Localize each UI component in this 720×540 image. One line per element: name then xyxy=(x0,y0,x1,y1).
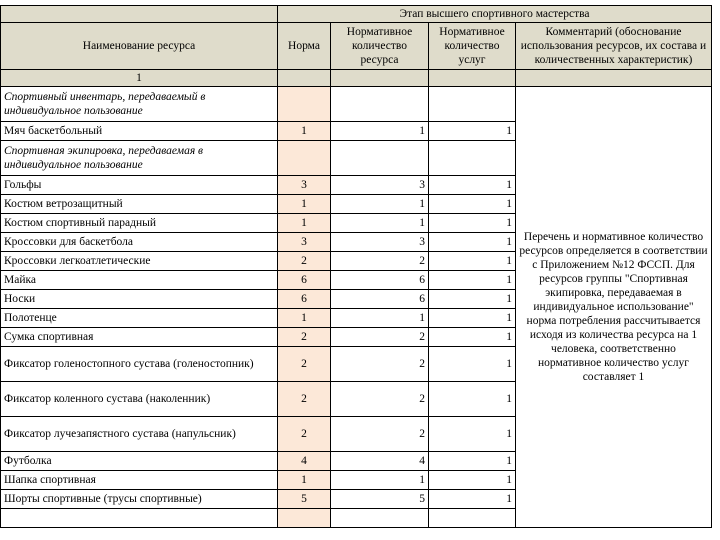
cell-norm[interactable]: 2 xyxy=(278,328,331,347)
cell-norm[interactable]: 6 xyxy=(278,271,331,290)
cell-resource-name[interactable]: Мяч баскетбольный xyxy=(1,122,278,141)
cell-norm[interactable]: 2 xyxy=(278,252,331,271)
cell-services-qty[interactable]: 1 xyxy=(429,490,516,509)
cell-resource-qty[interactable]: 2 xyxy=(331,382,429,417)
cell-norm[interactable]: 2 xyxy=(278,347,331,382)
cell-norm[interactable]: 5 xyxy=(278,490,331,509)
header-stage-group: Этап высшего спортивного мастерства xyxy=(278,6,712,23)
table-row xyxy=(1,87,712,122)
cell-resource-qty[interactable]: 3 xyxy=(331,176,429,195)
cell-norm[interactable]: 1 xyxy=(278,214,331,233)
header-col-comment[interactable]: Комментарий (обоснование использования ресурсов, их состава и количественных характеристик) xyxy=(516,23,712,70)
cell-norm[interactable]: 3 xyxy=(278,233,331,252)
cell-norm[interactable]: 1 xyxy=(278,471,331,490)
cell-resource-name[interactable]: Футболка xyxy=(1,452,278,471)
cell-resource-name[interactable]: Костюм ветрозащитный xyxy=(1,195,278,214)
cell-resource-qty[interactable] xyxy=(331,509,429,528)
cell-resource-qty[interactable]: 1 xyxy=(331,122,429,141)
cell-resource-name[interactable]: Фиксатор лучезапястного сустава (напульсник) xyxy=(1,417,278,452)
header-spacer-cell xyxy=(1,6,278,23)
cell-resource-name[interactable]: Шорты спортивные (трусы спортивные) xyxy=(1,490,278,509)
cell-norm[interactable]: 1 xyxy=(278,309,331,328)
cell-services-qty[interactable] xyxy=(429,509,516,528)
table-body xyxy=(1,6,712,528)
header-row-columns xyxy=(1,23,712,70)
cell-resource-name[interactable]: Костюм спортивный парадный xyxy=(1,214,278,233)
numbering-cell-1[interactable]: 1 xyxy=(1,70,278,87)
header-col-resource-name[interactable]: Наименование ресурса xyxy=(1,23,278,70)
cell-resource-qty[interactable]: 4 xyxy=(331,452,429,471)
cell-services-qty[interactable] xyxy=(429,87,516,122)
numbering-cell-2[interactable] xyxy=(278,70,331,87)
numbering-cell-4[interactable] xyxy=(429,70,516,87)
numbering-cell-5[interactable] xyxy=(516,70,712,87)
cell-services-qty[interactable]: 1 xyxy=(429,252,516,271)
cell-services-qty[interactable]: 1 xyxy=(429,176,516,195)
cell-services-qty[interactable]: 1 xyxy=(429,382,516,417)
cell-resource-qty[interactable]: 5 xyxy=(331,490,429,509)
cell-resource-name[interactable]: Гольфы xyxy=(1,176,278,195)
cell-services-qty[interactable]: 1 xyxy=(429,214,516,233)
cell-services-qty[interactable]: 1 xyxy=(429,195,516,214)
cell-norm[interactable]: 1 xyxy=(278,195,331,214)
cell-norm[interactable]: 1 xyxy=(278,122,331,141)
cell-resource-name[interactable] xyxy=(1,509,278,528)
cell-resource-qty[interactable]: 2 xyxy=(331,252,429,271)
cell-resource-qty[interactable]: 1 xyxy=(331,195,429,214)
cell-resource-name[interactable]: Кроссовки легкоатлетические xyxy=(1,252,278,271)
resource-norms-table xyxy=(0,5,712,528)
cell-resource-qty[interactable]: 6 xyxy=(331,290,429,309)
cell-resource-name[interactable]: Полотенце xyxy=(1,309,278,328)
cell-resource-name[interactable]: Майка xyxy=(1,271,278,290)
cell-services-qty[interactable]: 1 xyxy=(429,290,516,309)
cell-resource-name[interactable]: Сумка спортивная xyxy=(1,328,278,347)
cell-resource-qty[interactable] xyxy=(331,141,429,176)
cell-resource-qty[interactable]: 1 xyxy=(331,471,429,490)
cell-resource-name[interactable]: Спортивная экипировка, передаваемая в индивидуальное пользование xyxy=(1,141,278,176)
header-col-norm[interactable]: Норма xyxy=(278,23,331,70)
cell-norm[interactable]: 2 xyxy=(278,417,331,452)
cell-resource-qty[interactable]: 1 xyxy=(331,309,429,328)
cell-services-qty[interactable]: 1 xyxy=(429,347,516,382)
cell-services-qty[interactable]: 1 xyxy=(429,233,516,252)
cell-resource-name[interactable]: Фиксатор коленного сустава (наколенник) xyxy=(1,382,278,417)
numbering-cell-3[interactable] xyxy=(331,70,429,87)
cell-services-qty[interactable]: 1 xyxy=(429,309,516,328)
cell-norm[interactable] xyxy=(278,87,331,122)
cell-resource-name[interactable]: Спортивный инвентарь, передаваемый в индивидуальное пользование xyxy=(1,87,278,122)
cell-norm[interactable] xyxy=(278,141,331,176)
cell-resource-name[interactable]: Кроссовки для баскетбола xyxy=(1,233,278,252)
cell-resource-qty[interactable]: 2 xyxy=(331,328,429,347)
cell-services-qty[interactable]: 1 xyxy=(429,122,516,141)
cell-norm[interactable]: 2 xyxy=(278,382,331,417)
header-col-services-qty[interactable]: Нормативное количество услуг xyxy=(429,23,516,70)
cell-norm[interactable]: 6 xyxy=(278,290,331,309)
cell-resource-qty[interactable]: 3 xyxy=(331,233,429,252)
cell-services-qty[interactable]: 1 xyxy=(429,452,516,471)
header-row-stage xyxy=(1,6,712,23)
cell-resource-name[interactable]: Носки xyxy=(1,290,278,309)
cell-norm[interactable]: 4 xyxy=(278,452,331,471)
cell-comment[interactable]: Перечень и нормативное количество ресурсов определяется в соответствии с Приложением №12 ФССП. Для ресурсов группы "Спортивная экипировка, передаваемая в индивидуальное использование" норма потребления рассчитывается исходя из количества ресурса на 1 человека, соответственно нормативное количество услуг составляет 1 xyxy=(516,87,712,528)
cell-resource-qty[interactable]: 2 xyxy=(331,417,429,452)
cell-services-qty[interactable]: 1 xyxy=(429,328,516,347)
cell-resource-qty[interactable]: 1 xyxy=(331,214,429,233)
cell-services-qty[interactable]: 1 xyxy=(429,417,516,452)
cell-resource-name[interactable]: Фиксатор голеностопного сустава (голеностопник) xyxy=(1,347,278,382)
cell-norm[interactable] xyxy=(278,509,331,528)
cell-resource-qty[interactable] xyxy=(331,87,429,122)
cell-norm[interactable]: 3 xyxy=(278,176,331,195)
cell-services-qty[interactable] xyxy=(429,141,516,176)
cell-resource-name[interactable]: Шапка спортивная xyxy=(1,471,278,490)
header-col-resource-qty[interactable]: Нормативное количество ресурса xyxy=(331,23,429,70)
cell-resource-qty[interactable]: 6 xyxy=(331,271,429,290)
cell-resource-qty[interactable]: 2 xyxy=(331,347,429,382)
cell-services-qty[interactable]: 1 xyxy=(429,471,516,490)
cell-services-qty[interactable]: 1 xyxy=(429,271,516,290)
header-row-numbering xyxy=(1,70,712,87)
